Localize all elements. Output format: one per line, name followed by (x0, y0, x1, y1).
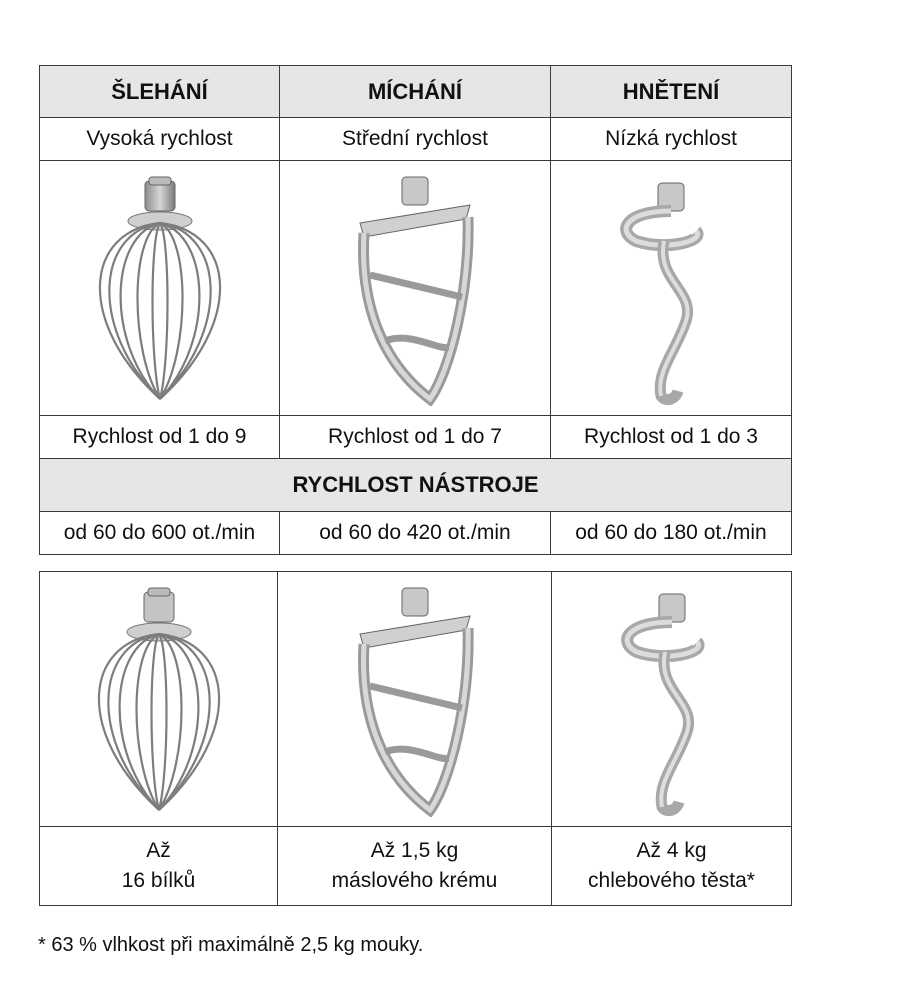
capacity-mixing-line2: máslového krému (331, 869, 498, 892)
speed-level-mixing: Střední rychlost (280, 118, 551, 161)
header-mixing: MÍCHÁNÍ (280, 66, 551, 118)
beater-image-cell (280, 161, 551, 416)
header-whipping: ŠLEHÁNÍ (40, 66, 280, 118)
speed-level-whipping: Vysoká rychlost (40, 118, 280, 161)
beater-image-cell-2 (278, 572, 552, 827)
capacity-kneading (552, 827, 792, 906)
capacity-kneading-line1: Až 4 kg (636, 839, 707, 862)
speed-range-kneading: Rychlost od 1 do 3 (551, 416, 792, 459)
hook-image-cell-2 (552, 572, 792, 827)
rpm-whipping: od 60 do 600 ot./min (40, 512, 280, 555)
capacity-whipping-line1: Až (146, 839, 171, 862)
whisk-image-cell-2 (40, 572, 278, 827)
dough-hook-icon (587, 582, 757, 817)
speed-level-kneading: Nízká rychlost (551, 118, 792, 161)
capacity-mixing (278, 827, 552, 906)
tool-speed-title: RYCHLOST NÁSTROJE (40, 459, 792, 512)
speed-range-whipping: Rychlost od 1 do 9 (40, 416, 280, 459)
whisk-image-cell (40, 161, 280, 416)
capacity-kneading-line2: chlebového těsta* (588, 869, 755, 892)
header-kneading: HNĚTENÍ (551, 66, 792, 118)
capacity-mixing-line1: Až 1,5 kg (370, 839, 459, 862)
flat-beater-icon (330, 171, 500, 406)
dough-hook-icon (586, 171, 756, 406)
footnote: * 63 % vlhkost při maximálně 2,5 kg mouky. (38, 934, 424, 956)
rpm-mixing: od 60 do 420 ot./min (280, 512, 551, 555)
capacity-table (39, 571, 792, 906)
capacity-whipping (40, 827, 278, 906)
speed-range-mixing: Rychlost od 1 do 7 (280, 416, 551, 459)
whisk-icon (74, 582, 244, 817)
capacity-whipping-line2: 16 bílků (121, 869, 196, 892)
whisk-icon (75, 171, 245, 406)
speed-table (39, 65, 792, 555)
flat-beater-icon (330, 582, 500, 817)
hook-image-cell (551, 161, 792, 416)
rpm-kneading: od 60 do 180 ot./min (551, 512, 792, 555)
